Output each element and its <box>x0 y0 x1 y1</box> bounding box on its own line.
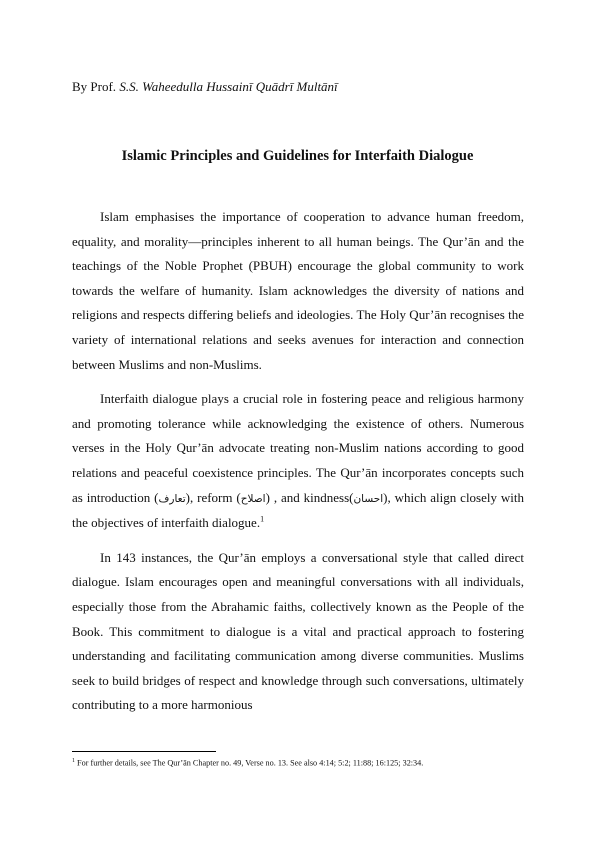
footnote-divider <box>72 751 216 752</box>
arabic-term-kindness: احسان <box>353 492 384 505</box>
document-title: Islamic Principles and Guidelines for Interfaith Dialogue <box>121 148 474 164</box>
paragraph-1: Islam emphasises the importance of cooperation to advance human freedom, equality, and morality—principles inherent to all human beings. The Qur’ān and the teachings of the Noble Prophet (PBUH) encourage the global community to work towards the welfare of humanity. Islam acknowledges the diversity of nations and religions and respects differing beliefs and ideologies. The Holy Qur’ān recognises the variety of international relations and seeks avenues for interaction and connection between Muslims and non-Muslims. <box>72 209 524 372</box>
author-name: S.S. Waheedulla Hussainī Quādrī Multānī <box>119 79 338 94</box>
paragraph-2-text-d: ), which align closely with the objectives of interfaith dialogue. <box>72 489 524 531</box>
paragraph-2-text-c: ) , and kindness( <box>265 489 354 505</box>
footnote <box>72 758 423 768</box>
paragraph-2-text-b: ), reform ( <box>185 489 241 505</box>
document-body <box>72 205 524 728</box>
paragraph-3: In 143 instances, the Qur’ān employs a conversational style that called direct dialogue. Islam encourages open and meaningful conversations with all individuals, especially those from the Abrahamic faiths, collectively known as the People of the Book. This commitment to dialogue is a vital and practical approach to fostering understanding and facilitating communication among diverse communities. Muslims seek to build bridges of respect and knowledge through such conversations, ultimately contributing to a more harmonious <box>72 549 524 713</box>
footnote-text: For further details, see The Qur’ān Chapter no. 49, Verse no. 13. See also 4:14; 5:2; 11:88; 16:125; 32:34. <box>75 758 424 768</box>
footnote-reference[interactable]: 1 <box>260 514 265 524</box>
paragraph-2-text-a: Interfaith dialogue plays a crucial role in fostering peace and religious harmony and promoting tolerance while acknowledging the existence of others. Numerous verses in the Holy Qur’ān advocate treating non-Muslim nations according to good relations and peaceful coexistence principles. The Qur’ān incorporates concepts such as introduction ( <box>72 391 524 505</box>
footnote-marker: 1 <box>72 758 75 764</box>
arabic-term-introduction: تعارف <box>158 492 186 505</box>
author-byline <box>72 79 338 95</box>
arabic-term-reform: اصلاح <box>240 492 266 505</box>
byline-prefix: By Prof. <box>72 79 120 94</box>
paragraph-2 <box>72 387 524 536</box>
